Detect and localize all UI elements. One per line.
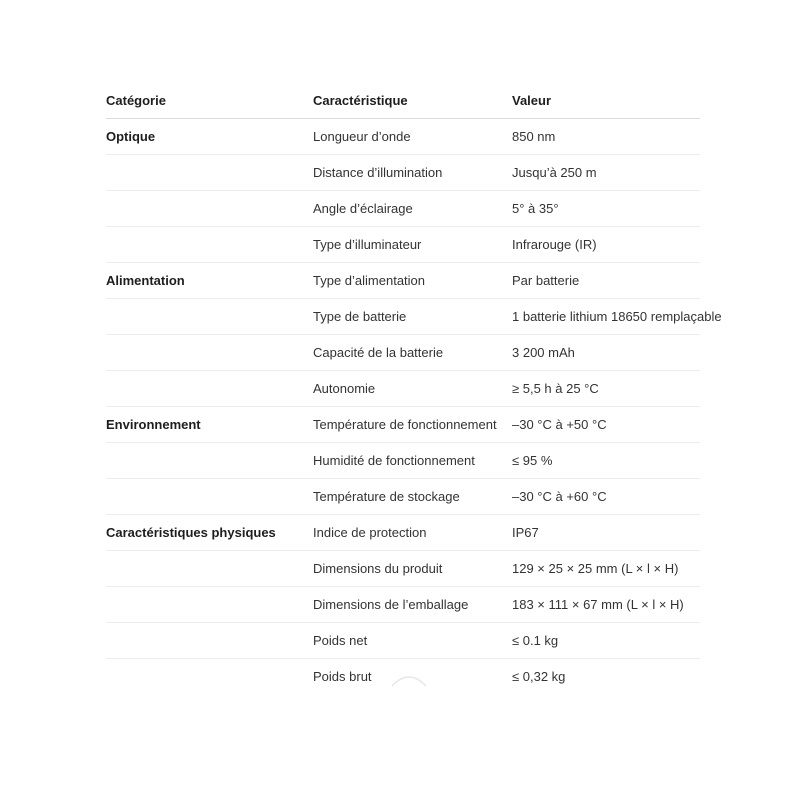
table-row [106,335,700,371]
category-cell [106,551,313,587]
value-cell: Infrarouge (IR) [512,227,700,263]
feature-cell: Poids net [313,623,512,659]
feature-cell: Angle d’éclairage [313,191,512,227]
table-row [106,299,700,335]
table-row [106,587,700,623]
table-row [106,551,700,587]
feature-cell: Dimensions du produit [313,551,512,587]
feature-cell: Température de stockage [313,479,512,515]
value-cell: ≥ 5,5 h à 25 °C [512,371,700,407]
category-cell: Caractéristiques physiques [106,515,313,551]
value-cell: Jusqu’à 250 m [512,155,700,191]
feature-cell: Indice de protection [313,515,512,551]
table-row [106,227,700,263]
category-cell [106,659,313,695]
category-cell: Alimentation [106,263,313,299]
category-cell [106,191,313,227]
table-row [106,407,700,443]
category-cell [106,335,313,371]
category-cell [106,443,313,479]
category-cell: Optique [106,119,313,155]
value-cell: ≤ 0.1 kg [512,623,700,659]
spec-table-body [106,119,722,695]
feature-cell: Autonomie [313,371,512,407]
value-cell: 5° à 35° [512,191,700,227]
value-cell: 129 × 25 × 25 mm (L × l × H) [512,551,700,587]
value-cell: Par batterie [512,263,700,299]
feature-cell: Distance d’illumination [313,155,512,191]
category-cell: Environnement [106,407,313,443]
value-cell: 1 batterie lithium 18650 remplaçable [512,299,700,335]
table-row [106,479,700,515]
value-cell: –30 °C à +50 °C [512,407,700,443]
value-cell: ≤ 0,32 kg [512,669,566,684]
spec-table-header-row [106,92,700,119]
table-row [106,443,700,479]
table-row [106,623,700,659]
table-row [106,515,700,551]
value-cell: IP67 [512,515,700,551]
feature-cell: Type d’alimentation [313,263,512,299]
column-header-valeur: Valeur [512,92,700,119]
value-cell: 3 200 mAh [512,335,700,371]
feature-cell: Poids brut [313,669,372,684]
value-cell: –30 °C à +60 °C [512,479,700,515]
category-cell [106,227,313,263]
feature-cell: Dimensions de l’emballage [313,587,512,623]
column-header-caracteristique: Caractéristique [313,92,512,119]
table-row [106,263,700,299]
category-cell [106,155,313,191]
category-cell [106,587,313,623]
column-header-categorie: Catégorie [106,92,313,119]
feature-cell: Type de batterie [313,299,512,335]
category-cell [106,299,313,335]
table-row [106,119,700,155]
value-cell: 850 nm [512,119,700,155]
category-cell [106,371,313,407]
spec-table [106,92,722,694]
feature-cell: Humidité de fonctionnement [313,443,512,479]
feature-cell: Longueur d’onde [313,119,512,155]
feature-cell: Température de fonctionnement [313,407,512,443]
table-row [106,371,700,407]
feature-cell: Capacité de la batterie [313,335,512,371]
table-row [106,155,700,191]
table-row [106,191,700,227]
value-cell: 183 × 111 × 67 mm (L × l × H) [512,587,700,623]
category-cell [106,479,313,515]
value-cell: ≤ 95 % [512,443,700,479]
table-row [106,659,700,695]
category-cell [106,623,313,659]
feature-cell: Type d’illuminateur [313,227,512,263]
